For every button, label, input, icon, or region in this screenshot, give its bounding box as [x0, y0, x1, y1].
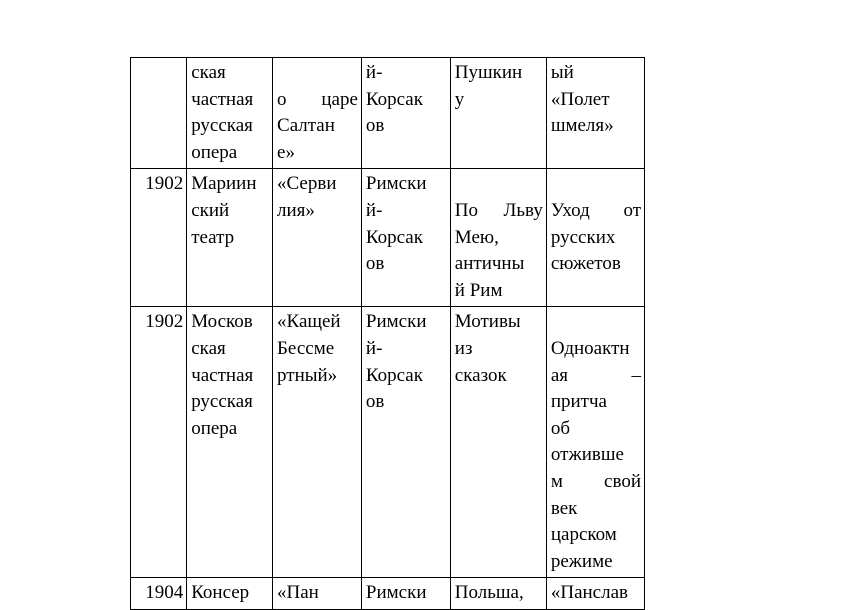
opera-cell: «Кащей Бессме ртный»	[273, 307, 362, 578]
document-table	[130, 57, 645, 610]
table-row	[131, 58, 645, 169]
note-cell: «Панслав	[546, 578, 644, 610]
note-cell	[546, 307, 644, 578]
note-line: ая –	[550, 364, 641, 386]
note-line: отживше	[550, 444, 624, 466]
source-cell: Мотивы из сказок	[450, 307, 546, 578]
source-cell: Польша,	[450, 578, 546, 610]
source-cell	[450, 169, 546, 307]
year-cell: 1904	[131, 578, 187, 610]
table-row	[131, 578, 645, 610]
opera-rest: Салтан е»	[277, 115, 335, 163]
source-cell: Пушкин у	[450, 58, 546, 169]
note-cell	[546, 169, 644, 307]
opera-cell: «Пан	[273, 578, 362, 610]
note-rest: русских сюжетов	[550, 226, 621, 275]
note-cell: ый «Полет шмеля»	[546, 58, 644, 169]
source-rest: Мею, античны й Рим	[454, 226, 525, 301]
table-row	[131, 169, 645, 307]
theatre-cell: Москов ская частная русская опера	[187, 307, 273, 578]
note-line: м свой	[550, 470, 641, 492]
opera-line: о царе	[277, 88, 358, 110]
opera-cell: «Серви лия»	[273, 169, 362, 307]
composer-cell: й- Корсак ов	[361, 58, 450, 169]
source-line: По Льву	[454, 199, 543, 221]
table-row	[131, 307, 645, 578]
note-line: об	[550, 417, 571, 439]
year-cell: 1902	[131, 307, 187, 578]
theatre-cell: ская частная русская опера	[187, 58, 273, 169]
note-line: Уход от	[550, 199, 641, 221]
note-line: притча	[550, 391, 607, 413]
composer-cell: Римски й- Корсак ов	[361, 307, 450, 578]
note-rest: век царском режиме	[550, 497, 617, 572]
opera-cell	[273, 58, 362, 169]
composer-cell: Римски й- Корсак ов	[361, 169, 450, 307]
theatre-cell: Мариин ский театр	[187, 169, 273, 307]
year-cell: 1902	[131, 169, 187, 307]
theatre-cell: Консер	[187, 578, 273, 610]
note-line: Одноактн	[550, 337, 630, 359]
year-cell	[131, 58, 187, 169]
composer-cell: Римски	[361, 578, 450, 610]
